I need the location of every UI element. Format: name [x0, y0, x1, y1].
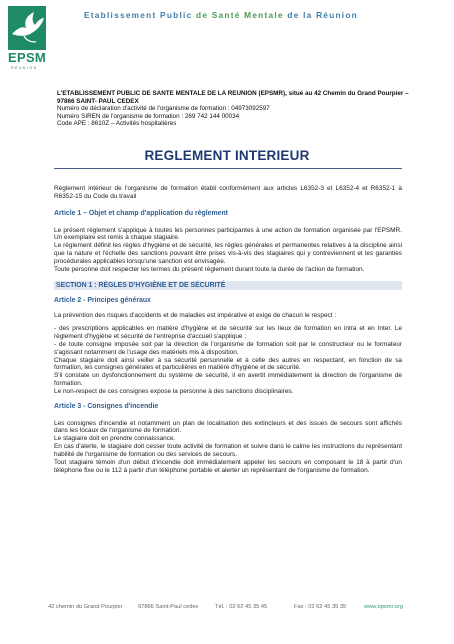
article-1-heading: Article 1 – Objet et champ d'application du règlement — [54, 209, 228, 217]
article-1-paragraph: Le règlement définit les règles d'hygiène et de sécurité, les règles générales et permanentes relatives à la discipline ainsi que la nature et l'échelle des sanctions pouvant être prises vis-à-vis des stagiaires qui y contreviennent et les garanties procédurales applicables lorsqu'une sanction est envisagée. — [54, 242, 402, 265]
article-2-paragraph: - de toute consigne imposée soit par la direction de l'organisme de formation soit par le constructeur ou le formateur s'agissant notamment de l'usage des matériels mis à disposition. — [54, 340, 402, 356]
info-line-declaration: Numéro de déclaration d'activité de l'organisme de formation : 04973092597 — [57, 105, 270, 113]
article-3-paragraph: En cas d'alerte, le stagiaire doit cesser toute activité de formation et suivre dans le calme les instructions du représentant habilité de l'organisme de formation ou des services de secours. — [54, 443, 402, 458]
page-title: REGLEMENT INTERIEUR — [144, 148, 310, 163]
organization-name — [84, 10, 358, 20]
footer-address: 42 chemin du Grand Pourpier — [48, 604, 123, 610]
title-divider — [54, 168, 402, 169]
document-body — [54, 185, 402, 474]
article-1-paragraph: Le présent règlement s'applique à toutes les personnes participantes à une action de formation organisée par l'EPSMR. Un exemplaire est remis à chaque stagiaire. — [54, 226, 402, 242]
footer-city: 97866 Saint-Paul cedex — [138, 604, 199, 610]
org-name-part1: Etablissement Public — [84, 10, 197, 20]
article-2-paragraph: Chaque stagiaire doit ainsi veiller à sa sécurité personnelle et à celle des autres en respectant, en fonction de sa formation, les consignes générales et particulières en matière d'hygiène et de sécurité. — [54, 356, 402, 372]
org-name-part3: de la Réunion — [283, 10, 358, 20]
intro-paragraph: Règlement intérieur de l'organisme de formation établi conformément aux articles L6352-3 et L6352-4 et R6352-1 à R6352-15 du Code du travail — [54, 185, 402, 200]
section-1-heading: SECTION 1 : RÈGLES D'HYGIÈNE ET DE SÉCURITÉ — [54, 281, 402, 291]
info-line-siren: Numéro SIREN de l'organisme de formation : 269 742 144 00034 — [57, 112, 240, 120]
epsm-logo — [8, 6, 46, 72]
article-3-paragraph: Tout stagiaire témoin d'un début d'incendie doit immédiatement appeler les secours en composant le 18 à partir d'un téléphone fixe ou le 112 à partir d'un téléphone portable et alerter un représentant de l'organisme de formation. — [54, 458, 402, 474]
footer-fax: Fax : 02 62 45 35 35 — [294, 604, 347, 610]
logo-text: EPSM — [8, 50, 47, 65]
info-line-address: L'ETABLISSEMENT PUBLIC DE SANTE MENTALE DE LA REUNION (EPSMR), situé au 42 Chemin du Grand Pourpier – 97866 SAINT- PAUL CEDEX — [57, 90, 409, 105]
article-2-paragraph: La prévention des risques d'accidents et de maladies est impérative et exige de chacun le respect : — [54, 312, 337, 320]
article-2-paragraph: - des prescriptions applicables en matière d'hygiène et de sécurité sur les lieux de formation en intra et en Inter. Le règlement d'hygiène et sécurité de l'entreprise d'accueil s'applique ; — [54, 325, 402, 340]
logo-subtext: RÉUNION — [11, 66, 38, 70]
article-2-heading: Article 2 - Principes généraux — [54, 297, 151, 305]
article-3-paragraph: Les consignes d'incendie et notamment un plan de localisation des extincteurs et des issues de secours sont affichés dans les locaux de l'organisme de formation. — [54, 419, 402, 435]
page-footer — [48, 604, 418, 610]
footer-website-link[interactable]: www.epsmr.org — [364, 604, 403, 610]
org-name-part2: de Santé Mentale — [196, 10, 284, 20]
article-1-paragraph: Toute personne doit respecter les termes du présent règlement durant toute la durée de l'action de formation. — [54, 265, 365, 273]
info-line-ape: Code APE : 8610Z – Activités hospitalières — [57, 120, 177, 128]
article-2-paragraph: S'il constate un dysfonctionnement du système de sécurité, il en avertit immédiatement la direction de l'organisme de formation. — [54, 372, 402, 388]
article-3-heading: Article 3 - Consignes d'incendie — [54, 402, 159, 410]
footer-phone: Tél. : 02 62 45 35 45 — [215, 604, 268, 610]
bird-logo-icon — [8, 6, 46, 50]
organization-info — [57, 90, 417, 128]
article-3-paragraph: Le stagiaire doit en prendre connaissance. — [54, 435, 176, 443]
article-2-paragraph: Le non-respect de ces consignes expose la personne à des sanctions disciplinaires. — [54, 387, 294, 395]
